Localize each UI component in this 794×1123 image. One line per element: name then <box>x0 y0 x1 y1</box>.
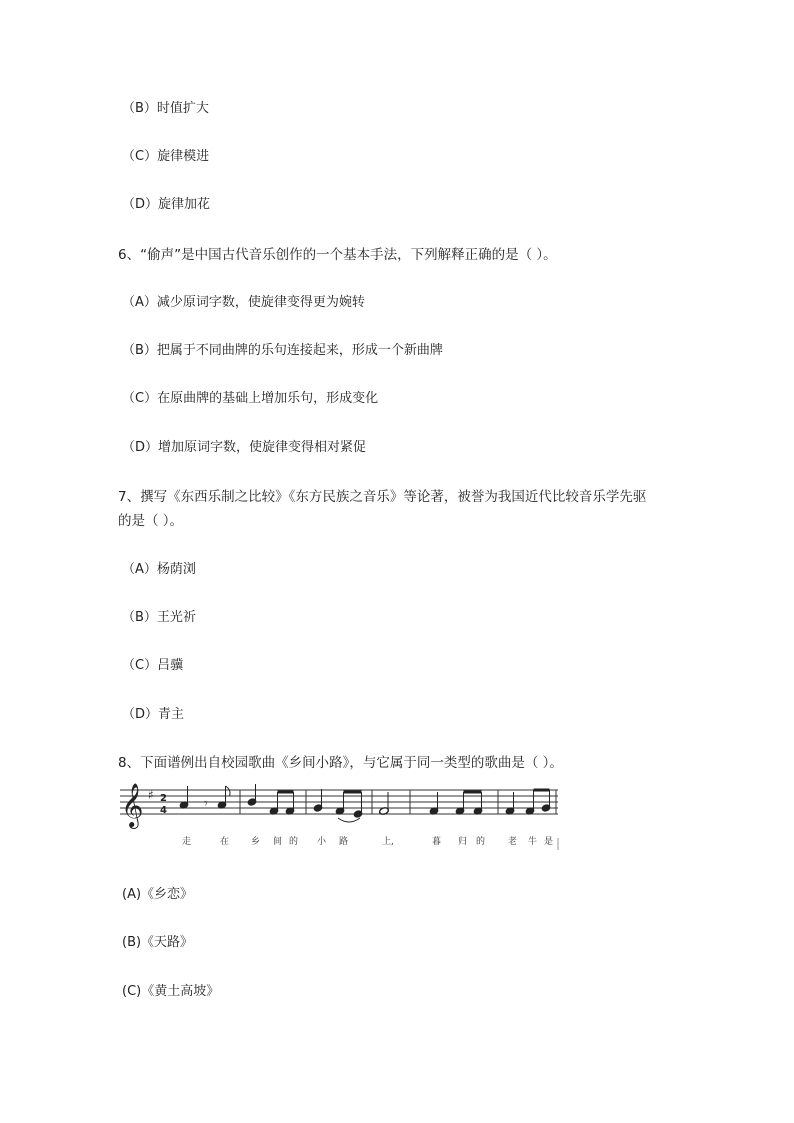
q7-stem-line1: 7、撰写《东西乐制之比较》《东方民族之音乐》等论著，被誉为我国近代比较音乐学先驱 <box>118 489 647 505</box>
lyrics <box>182 835 553 847</box>
q6-option-c: （C）在原曲牌的基础上增加乐句，形成变化 <box>122 391 379 406</box>
q7-option-a: （A）杨荫浏 <box>122 562 196 577</box>
lyric-syllable: 的 <box>476 837 486 847</box>
lyric-syllable: 归 <box>458 837 468 847</box>
q7-option-d: （D）青主 <box>122 707 185 722</box>
measure-3 <box>313 789 363 822</box>
q7-stem-line2: 的是（ ）。 <box>118 513 184 529</box>
q8-option-c: (C)《黄土高坡》 <box>122 984 220 999</box>
lyric-syllable: 是 <box>544 837 554 847</box>
q7-option-b: （B）王光祈 <box>122 610 196 625</box>
sharp-icon: ♯ <box>148 788 154 802</box>
q5-option-d: （D）旋律加花 <box>122 197 211 212</box>
q6-stem: 6、“偷声”是中国古代音乐创作的一个基本手法，下列解释正确的是（ ）。 <box>118 247 557 263</box>
lyric-syllable: 在 <box>220 837 230 847</box>
measure-6 <box>505 790 551 815</box>
lyric-syllable: 暮 <box>432 837 442 847</box>
q8-option-b: (B)《天路》 <box>122 935 194 950</box>
lyric-syllable: 乡 <box>251 837 261 847</box>
measure-5 <box>429 792 483 815</box>
measure-2 <box>247 784 295 815</box>
q8-stem: 8、下面谱例出自校园歌曲《乡间小路》，与它属于同一类型的歌曲是（ ）。 <box>118 755 563 771</box>
svg-text:𝄾: 𝄾 <box>204 796 208 812</box>
lyric-syllable: 路 <box>339 837 349 847</box>
q8-option-a: (A)《乡恋》 <box>122 887 194 902</box>
lyric-syllable: 牛 <box>528 837 538 847</box>
lyric-syllable: 老 <box>508 837 518 847</box>
time-signature-bottom: 4 <box>160 805 167 816</box>
q6-option-d: （D）增加原词字数，使旋律变得相对紧促 <box>122 440 367 455</box>
lyric-syllable: 小 <box>317 837 327 847</box>
lyric-syllable: 上, <box>382 837 394 847</box>
music-score <box>118 782 564 852</box>
time-signature-top: 2 <box>160 793 167 804</box>
treble-clef-icon: 𝄞 <box>121 783 144 827</box>
q5-option-c: （C）旋律模进 <box>122 149 210 164</box>
q6-option-b: （B）把属于不同曲牌的乐句连接起来，形成一个新曲牌 <box>122 343 443 358</box>
q5-option-b: （B）时值扩大 <box>122 101 209 116</box>
q6-option-a: （A）减少原词字数，使旋律变得更为婉转 <box>122 295 365 310</box>
lyric-syllable: 的 <box>289 837 299 847</box>
q7-option-c: （C）吕骥 <box>122 658 184 673</box>
lyric-syllable: 走 <box>182 837 192 847</box>
lyric-syllable: 间 <box>273 837 283 847</box>
